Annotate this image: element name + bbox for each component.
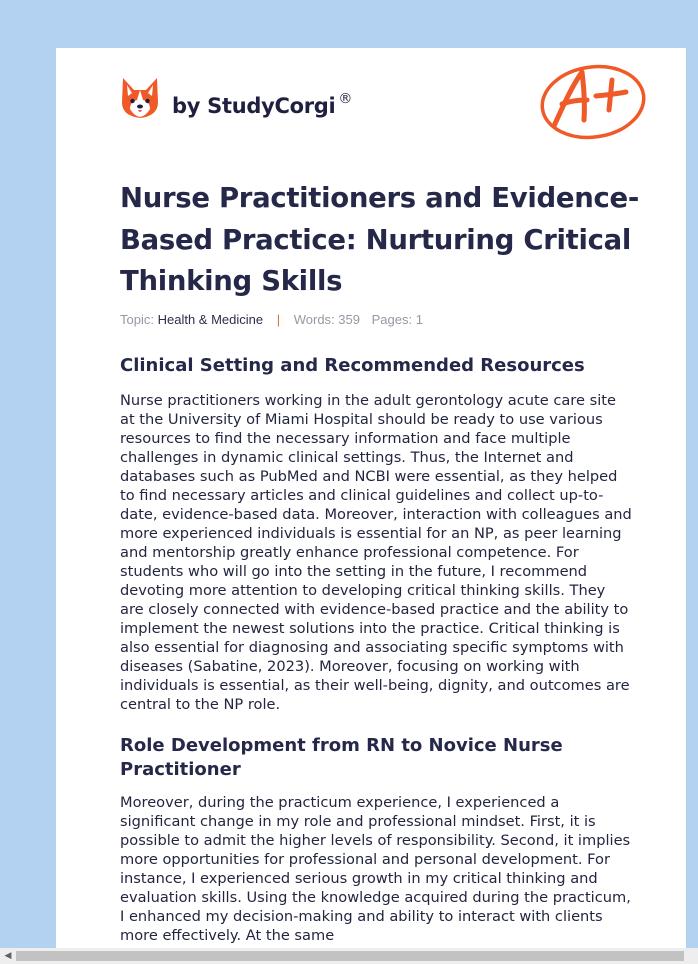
- a-plus-grade-badge: [538, 58, 648, 142]
- horizontal-scrollbar[interactable]: [0, 948, 698, 964]
- topic-label: Topic:: [120, 312, 154, 327]
- words-value: 359: [338, 312, 360, 327]
- scroll-left-arrow-icon[interactable]: ◀: [4, 951, 12, 961]
- document-page: [56, 48, 686, 948]
- studycorgi-logo[interactable]: [120, 74, 352, 122]
- meta-separator: |: [276, 312, 281, 327]
- section-body-role-development: Moreover, during the practicum experience, I experienced a significant change in my role and professional mindset. First, it is possible to admit the higher levels of responsibility. Second, it implies more opportunities for professional and personal development. For instance, I experienced serious growth in my critical thinking and evaluation skills. Using the knowledge acquired during the practicum, I enhanced my decision-making and ability to interact with clients more effectively. At the same: [120, 794, 631, 944]
- brand-name: by StudyCorgi ®: [172, 90, 353, 118]
- topic-link[interactable]: Health & Medicine: [157, 312, 264, 327]
- words-label: Words:: [293, 312, 335, 327]
- section-body-clinical-setting: Nurse practitioners working in the adult gerontology acute care site at the University of Miami Hospital should be ready to use various resources to find the necessary information and face multiple challenges in dynamic clinical settings. Thus, the Internet and databases such as PubMed and NCBI were essential, as they helped to find necessary articles and clinical guidelines and collect up-to-date, evidence-based data. Moreover, interaction with colleagues and more experienced individuals is essential for an NP, as peer learning and mentorship greatly enhance professional competence. For students who will go into the setting in the future, I recommend devoting more attention to developing critical thinking skills. They are closely connected with evidence-based practice and the ability to implement the newest solutions into the practice. Critical thinking is also essential for diagnosing and associating specific symptoms with diseases (Sabatine, 2023). Moreover, focusing on working with individuals is essential, as their well-being, dignity, and outcomes are central to the NP role.: [120, 392, 632, 713]
- scroll-thumb[interactable]: [16, 951, 684, 961]
- section-heading-clinical-setting: Clinical Setting and Recommended Resources: [120, 355, 585, 376]
- pages-value: 1: [415, 312, 423, 327]
- document-meta: [120, 312, 423, 327]
- document-title: Nurse Practitioners and Evidence-Based Practice: Nurturing Critical Thinking Skills: [120, 182, 640, 297]
- section-heading-role-development: Role Development from RN to Novice Nurse Practitioner: [120, 735, 563, 780]
- corgi-icon: [120, 76, 160, 120]
- pages-label: Pages:: [371, 312, 413, 327]
